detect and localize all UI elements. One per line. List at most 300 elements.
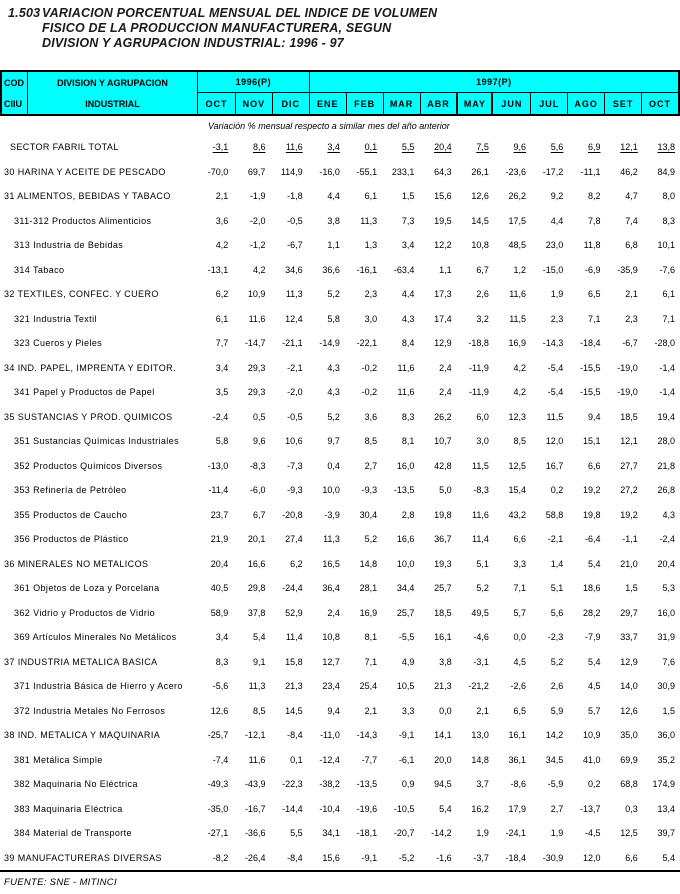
value-cell: 2,4 (327, 607, 340, 618)
value-cell: 5,6 (550, 607, 564, 618)
value-cell: 46,2 (620, 166, 638, 177)
value-cell: -15,0 (542, 264, 564, 275)
source-note (0, 870, 680, 888)
value-cell: -6,7 (287, 240, 303, 251)
table-body (0, 135, 680, 870)
value-cell: 3,3 (401, 705, 415, 716)
value-cell: -30,9 (542, 852, 564, 863)
table-row (0, 552, 680, 577)
value-cell: -3,7 (473, 852, 489, 863)
value-cell: 12,9 (434, 338, 452, 349)
value-cell: -3,1 (473, 656, 489, 667)
value-cell: 17,5 (508, 215, 527, 226)
value-cell: 69,7 (247, 166, 266, 177)
value-cell: 0,4 (327, 460, 340, 471)
value-cell: -6,0 (249, 485, 266, 496)
value-cell: 8,5 (513, 436, 527, 447)
value-cell: -11,0 (320, 730, 340, 741)
value-cell: 1,5 (401, 191, 415, 202)
value-cell: 8,4 (401, 338, 415, 349)
value-cell: 4,4 (550, 215, 564, 226)
value-cell: 0,1 (290, 754, 303, 765)
value-cell: -43,9 (244, 779, 266, 790)
value-cell: -2,6 (510, 681, 527, 692)
value-cell: -20,8 (282, 509, 303, 520)
value-cell: 40,5 (210, 583, 229, 594)
table-row (0, 184, 680, 209)
value-cell: 0,2 (588, 779, 601, 790)
value-cell: 5,2 (550, 656, 564, 667)
value-cell: 12,0 (583, 852, 601, 863)
value-cell: -13,0 (207, 460, 229, 471)
value-cell: 4,3 (327, 362, 340, 373)
row-label: 321 Industria Textil (14, 313, 97, 324)
value-cell: 16,0 (396, 460, 415, 471)
value-cell: -5,5 (398, 632, 415, 643)
value-cell: 10,0 (396, 558, 415, 569)
value-cell: 0,5 (252, 411, 266, 422)
value-cell: 3,4 (215, 362, 229, 373)
row-label: 362 Vidrio y Productos de Vidrio (14, 607, 156, 618)
value-cell: -2,4 (212, 411, 229, 422)
value-cell: 29,8 (247, 583, 266, 594)
value-cell: -55,1 (356, 166, 378, 177)
value-cell: 6,5 (588, 289, 601, 300)
value-cell: 11,3 (248, 681, 266, 692)
value-cell: 10,7 (434, 436, 452, 447)
row-label: 31 ALIMENTOS, BEBIDAS Y TABACO (4, 191, 171, 202)
row-label: 314 Tabaco (14, 264, 65, 275)
value-cell: -2,0 (249, 215, 266, 226)
value-cell: 9,1 (252, 656, 266, 667)
value-cell: 5,1 (550, 583, 564, 594)
value-cell: 4,4 (327, 191, 340, 202)
value-cell: 3,4 (401, 240, 415, 251)
value-cell: 17,3 (434, 289, 452, 300)
value-cell: 5,5 (290, 828, 303, 839)
value-cell: -26,4 (244, 852, 266, 863)
value-cell: 114,9 (280, 166, 303, 177)
source-text: FUENTE: SNE - MITINCI (4, 877, 117, 888)
value-cell: 19,5 (434, 215, 452, 226)
value-cell: 29,3 (247, 387, 266, 398)
value-cell: 11,3 (285, 289, 303, 300)
value-cell: 9,7 (327, 436, 340, 447)
value-cell: 18,6 (583, 583, 601, 594)
value-cell: 23,4 (322, 681, 340, 692)
header-ciiu: CIIU (4, 98, 22, 109)
table-row (0, 478, 680, 503)
value-cell: -16,7 (244, 803, 266, 814)
value-cell: -6,4 (585, 534, 601, 545)
row-label: 341 Papel y Productos de Papel (14, 387, 155, 398)
value-cell: 17,4 (434, 313, 452, 324)
value-cell: 17,9 (508, 803, 527, 814)
value-cell: 36,4 (322, 583, 340, 594)
value-cell: -35,0 (207, 803, 229, 814)
value-cell: -13,5 (356, 779, 378, 790)
value-cell: 34,6 (285, 264, 303, 275)
month-header: MAY (456, 93, 493, 114)
value-cell: 52,9 (285, 607, 303, 618)
table-title-lines (42, 6, 437, 51)
value-cell: 4,3 (662, 509, 675, 520)
row-label: 384 Material de Transporte (14, 828, 132, 839)
table-row (0, 233, 680, 258)
value-cell: -10,5 (393, 803, 415, 814)
value-cell: 3,5 (215, 387, 229, 398)
value-cell: -11,4 (208, 485, 229, 496)
value-cell: 16,6 (396, 534, 415, 545)
value-cell: 5,9 (550, 705, 564, 716)
value-cell: 6,6 (588, 460, 601, 471)
value-cell: 10,5 (396, 681, 415, 692)
value-cell: -22,1 (356, 338, 378, 349)
value-cell: 3,0 (364, 313, 378, 324)
value-cell: -19,6 (356, 803, 378, 814)
table-row (0, 454, 680, 479)
value-cell: 5,4 (662, 852, 675, 863)
value-cell: -22,3 (282, 779, 303, 790)
row-label: 313 Industria de Bebidas (14, 240, 124, 251)
value-cell: -18,4 (580, 338, 601, 349)
value-cell: 11,5 (546, 411, 564, 422)
value-cell: -5,4 (547, 387, 564, 398)
value-cell: 1,5 (625, 583, 638, 594)
value-cell: 6,0 (476, 411, 489, 422)
value-cell: 8,1 (401, 436, 415, 447)
value-cell: 36,6 (322, 264, 340, 275)
row-label: 39 MANUFACTURERAS DIVERSAS (4, 852, 162, 863)
value-cell: -17,2 (542, 166, 564, 177)
value-cell: 15,6 (434, 191, 452, 202)
row-label: 36 MINERALES NO METALICOS (4, 558, 149, 569)
header-cod: COD (4, 77, 24, 88)
header-division (28, 72, 198, 114)
value-cell: 2,1 (476, 705, 489, 716)
value-cell: 42,8 (434, 460, 452, 471)
value-cell: 14,1 (434, 730, 452, 741)
value-cell: -49,3 (207, 779, 229, 790)
table-row (0, 307, 680, 332)
value-cell: 49,5 (471, 607, 489, 618)
value-cell: -24,1 (505, 828, 527, 839)
value-cell: 12,4 (285, 313, 303, 324)
title-line-2: FISICO DE LA PRODUCCION MANUFACTURERA, SEGUN (42, 21, 392, 35)
value-cell: 6,1 (364, 191, 378, 202)
value-cell: -0,5 (287, 411, 303, 422)
value-cell: 12,6 (471, 191, 489, 202)
value-cell: 16,1 (508, 730, 527, 741)
value-cell: -0,2 (361, 387, 378, 398)
value-cell: 36,7 (434, 534, 452, 545)
value-cell: -38,2 (319, 779, 340, 790)
value-cell: 4,2 (215, 240, 229, 251)
value-cell: 29,3 (247, 362, 266, 373)
value-cell: 6,2 (215, 289, 229, 300)
value-cell: 11,4 (471, 534, 489, 545)
value-cell: 84,9 (657, 166, 675, 177)
row-label: 323 Cueros y Pieles (14, 338, 103, 349)
value-cell: 3,6 (215, 215, 229, 226)
value-cell: -13,7 (580, 803, 601, 814)
value-cell: -11,9 (468, 387, 489, 398)
value-cell: -3,1 (212, 142, 229, 153)
value-cell: 36,0 (657, 730, 675, 741)
value-cell: 7,5 (476, 142, 489, 153)
value-cell: 11,6 (285, 142, 303, 153)
row-label: 311-312 Productos Alimenticios (14, 215, 152, 226)
value-cell: 20,4 (657, 558, 675, 569)
value-cell: 8,6 (252, 142, 266, 153)
value-cell: 11,6 (397, 387, 415, 398)
month-header: SET (604, 93, 641, 114)
value-cell: 2,1 (625, 289, 638, 300)
value-cell: 9,2 (550, 191, 564, 202)
value-cell: -14,2 (431, 828, 452, 839)
header-division-line2: INDUSTRIAL (85, 98, 140, 109)
table-row (0, 135, 680, 160)
value-cell: 5,7 (588, 705, 601, 716)
value-cell: 35,2 (657, 754, 675, 765)
value-cell: 16,5 (322, 558, 340, 569)
month-header: OCT (205, 98, 228, 109)
value-cell: 5,4 (252, 632, 266, 643)
value-cell: 16,0 (657, 607, 675, 618)
table-row (0, 331, 680, 356)
value-cell: 3,6 (364, 411, 378, 422)
value-cell: -9,3 (287, 485, 303, 496)
value-cell: 11,3 (360, 215, 378, 226)
value-cell: 3,7 (476, 779, 489, 790)
value-cell: 27,2 (620, 485, 638, 496)
value-cell: -21,1 (282, 338, 303, 349)
value-cell: 6,6 (625, 852, 638, 863)
month-header: DIC (272, 93, 309, 114)
value-cell: -8,4 (287, 730, 303, 741)
value-cell: 16,9 (508, 338, 527, 349)
value-cell: 3,0 (476, 436, 489, 447)
value-cell: 12,5 (620, 828, 638, 839)
row-label: 32 TEXTILES, CONFEC. Y CUERO (4, 289, 159, 300)
value-cell: 6,1 (215, 313, 229, 324)
value-cell: -15,5 (580, 362, 601, 373)
value-cell: 20,1 (247, 534, 266, 545)
value-cell: 31,9 (657, 632, 675, 643)
value-cell: 10,0 (322, 485, 340, 496)
value-cell: 12,6 (210, 705, 229, 716)
value-cell: 12,7 (322, 656, 340, 667)
value-cell: 6,9 (588, 142, 601, 153)
table-row (0, 723, 680, 748)
row-label: 369 Artículos Minerales No Metálicos (14, 632, 177, 643)
value-cell: -7,3 (287, 460, 303, 471)
value-cell: 21,3 (285, 681, 303, 692)
value-cell: 1,3 (364, 240, 378, 251)
value-cell: 0,9 (401, 779, 415, 790)
value-cell: 8,0 (662, 191, 675, 202)
value-cell: 7,1 (364, 656, 378, 667)
value-cell: -5,6 (212, 681, 229, 692)
value-cell: -8,3 (249, 460, 266, 471)
header-year-1997: 1997(P) (309, 72, 678, 93)
value-cell: -4,6 (473, 632, 489, 643)
row-label: SECTOR FABRIL TOTAL (10, 142, 119, 153)
value-cell: 27,7 (620, 460, 638, 471)
value-cell: 8,3 (662, 215, 675, 226)
value-cell: 5,2 (476, 583, 489, 594)
value-cell: -25,7 (207, 730, 229, 741)
value-cell: 1,1 (327, 240, 340, 251)
value-cell: 11,4 (285, 632, 303, 643)
value-cell: 12,5 (508, 460, 527, 471)
value-cell: 19,2 (583, 485, 601, 496)
value-cell: 1,9 (550, 289, 564, 300)
value-cell: 12,9 (620, 656, 638, 667)
value-cell: -14,9 (319, 338, 340, 349)
value-cell: -16,1 (356, 264, 378, 275)
value-cell: -6,7 (622, 338, 638, 349)
value-cell: 4,3 (401, 313, 415, 324)
value-cell: -12,1 (244, 730, 266, 741)
value-cell: 28,1 (359, 583, 378, 594)
value-cell: 5,8 (215, 436, 229, 447)
value-cell: 36,1 (508, 754, 527, 765)
row-label: 383 Maquinaria Eléctrica (14, 803, 123, 814)
value-cell: 20,0 (434, 754, 452, 765)
table-row (0, 650, 680, 675)
row-label: 351 Sustancias Químicas Industriales (14, 436, 179, 447)
table-number: 1.503 (8, 6, 41, 20)
value-cell: 12,1 (620, 436, 638, 447)
value-cell: -1,4 (659, 387, 675, 398)
value-cell: 7,1 (662, 313, 675, 324)
value-cell: -63,4 (393, 264, 415, 275)
value-cell: -15,5 (580, 387, 601, 398)
value-cell: 26,1 (471, 166, 489, 177)
value-cell: -7,7 (361, 754, 378, 765)
value-cell: -2,1 (287, 362, 303, 373)
value-cell: 5,5 (401, 142, 415, 153)
value-cell: 9,4 (588, 411, 601, 422)
value-cell: -2,3 (547, 632, 564, 643)
table-row (0, 576, 680, 601)
value-cell: 14,5 (285, 705, 303, 716)
row-label: 355 Productos de Caucho (14, 509, 128, 520)
value-cell: 21,9 (210, 534, 229, 545)
value-cell: 19,2 (620, 509, 638, 520)
value-cell: 11,5 (471, 460, 489, 471)
value-cell: 12,1 (620, 142, 638, 153)
value-cell: -8,4 (287, 852, 303, 863)
value-cell: 37,8 (247, 607, 266, 618)
value-cell: 2,4 (439, 362, 452, 373)
value-cell: 2,3 (550, 313, 564, 324)
value-cell: 7,3 (401, 215, 415, 226)
value-cell: 12,3 (508, 411, 527, 422)
value-cell: 0,0 (439, 705, 452, 716)
value-cell: 5,6 (550, 142, 564, 153)
value-cell: 10,6 (285, 436, 303, 447)
value-cell: -7,6 (659, 264, 675, 275)
value-cell: 10,8 (471, 240, 489, 251)
value-cell: 1,4 (550, 558, 564, 569)
value-cell: 34,5 (545, 754, 564, 765)
value-cell: 16,6 (247, 558, 266, 569)
value-cell: 26,2 (508, 191, 527, 202)
value-cell: 16,1 (434, 632, 452, 643)
month-header: NOV (235, 93, 272, 114)
value-cell: 10,9 (583, 730, 601, 741)
value-cell: 29,7 (620, 607, 638, 618)
value-cell: 4,4 (401, 289, 415, 300)
value-cell: 0,3 (625, 803, 638, 814)
value-cell: 11,6 (509, 289, 527, 300)
value-cell: 21,3 (434, 681, 452, 692)
value-cell: 64,3 (434, 166, 452, 177)
value-cell: -12,4 (319, 754, 340, 765)
row-label: 38 IND. METALICA Y MAQUINARIA (4, 730, 161, 741)
value-cell: 8,5 (364, 436, 378, 447)
value-cell: 5,7 (513, 607, 527, 618)
value-cell: 2,3 (625, 313, 638, 324)
value-cell: 233,1 (391, 166, 415, 177)
value-cell: 35,0 (620, 730, 638, 741)
row-label: 34 IND. PAPEL, IMPRENTA Y EDITOR. (4, 362, 176, 373)
value-cell: 16,9 (359, 607, 378, 618)
value-cell: 16,7 (545, 460, 564, 471)
table-row (0, 429, 680, 454)
value-cell: -70,0 (207, 166, 229, 177)
row-label: 381 Metálica Simple (14, 754, 103, 765)
value-cell: 3,4 (327, 142, 340, 153)
value-cell: 5,4 (588, 656, 601, 667)
month-header: JUN (501, 98, 523, 109)
row-label: 353 Refinería de Petróleo (14, 485, 127, 496)
value-cell: 20,4 (210, 558, 229, 569)
row-label: 371 Industria Básica de Hierro y Acero (14, 681, 183, 692)
value-cell: -10,4 (319, 803, 340, 814)
value-cell: 8,1 (364, 632, 378, 643)
value-cell: -21,2 (468, 681, 489, 692)
value-cell: 13,8 (657, 142, 675, 153)
header-cod-ciiu (2, 72, 28, 114)
value-cell: 2,6 (550, 681, 564, 692)
value-cell: 1,5 (662, 705, 675, 716)
value-cell: 5,2 (364, 534, 378, 545)
value-cell: 11,6 (471, 509, 489, 520)
value-cell: 14,8 (471, 754, 489, 765)
value-cell: 2,7 (550, 803, 564, 814)
value-cell: 5,8 (327, 313, 340, 324)
value-cell: -5,2 (398, 852, 415, 863)
value-cell: 11,6 (248, 313, 266, 324)
value-cell: 0,0 (513, 632, 527, 643)
value-cell: 19,4 (657, 411, 675, 422)
value-cell: -18,4 (505, 852, 527, 863)
value-cell: 94,5 (434, 779, 452, 790)
value-cell: 19,8 (583, 509, 601, 520)
value-cell: -1,6 (436, 852, 452, 863)
value-cell: -35,9 (617, 264, 638, 275)
value-cell: 8,3 (215, 656, 229, 667)
value-cell: -7,9 (585, 632, 601, 643)
value-cell: 5,4 (588, 558, 601, 569)
value-cell: 12,2 (434, 240, 452, 251)
value-cell: -2,1 (547, 534, 564, 545)
table-row (0, 846, 680, 871)
value-cell: 58,8 (545, 509, 564, 520)
